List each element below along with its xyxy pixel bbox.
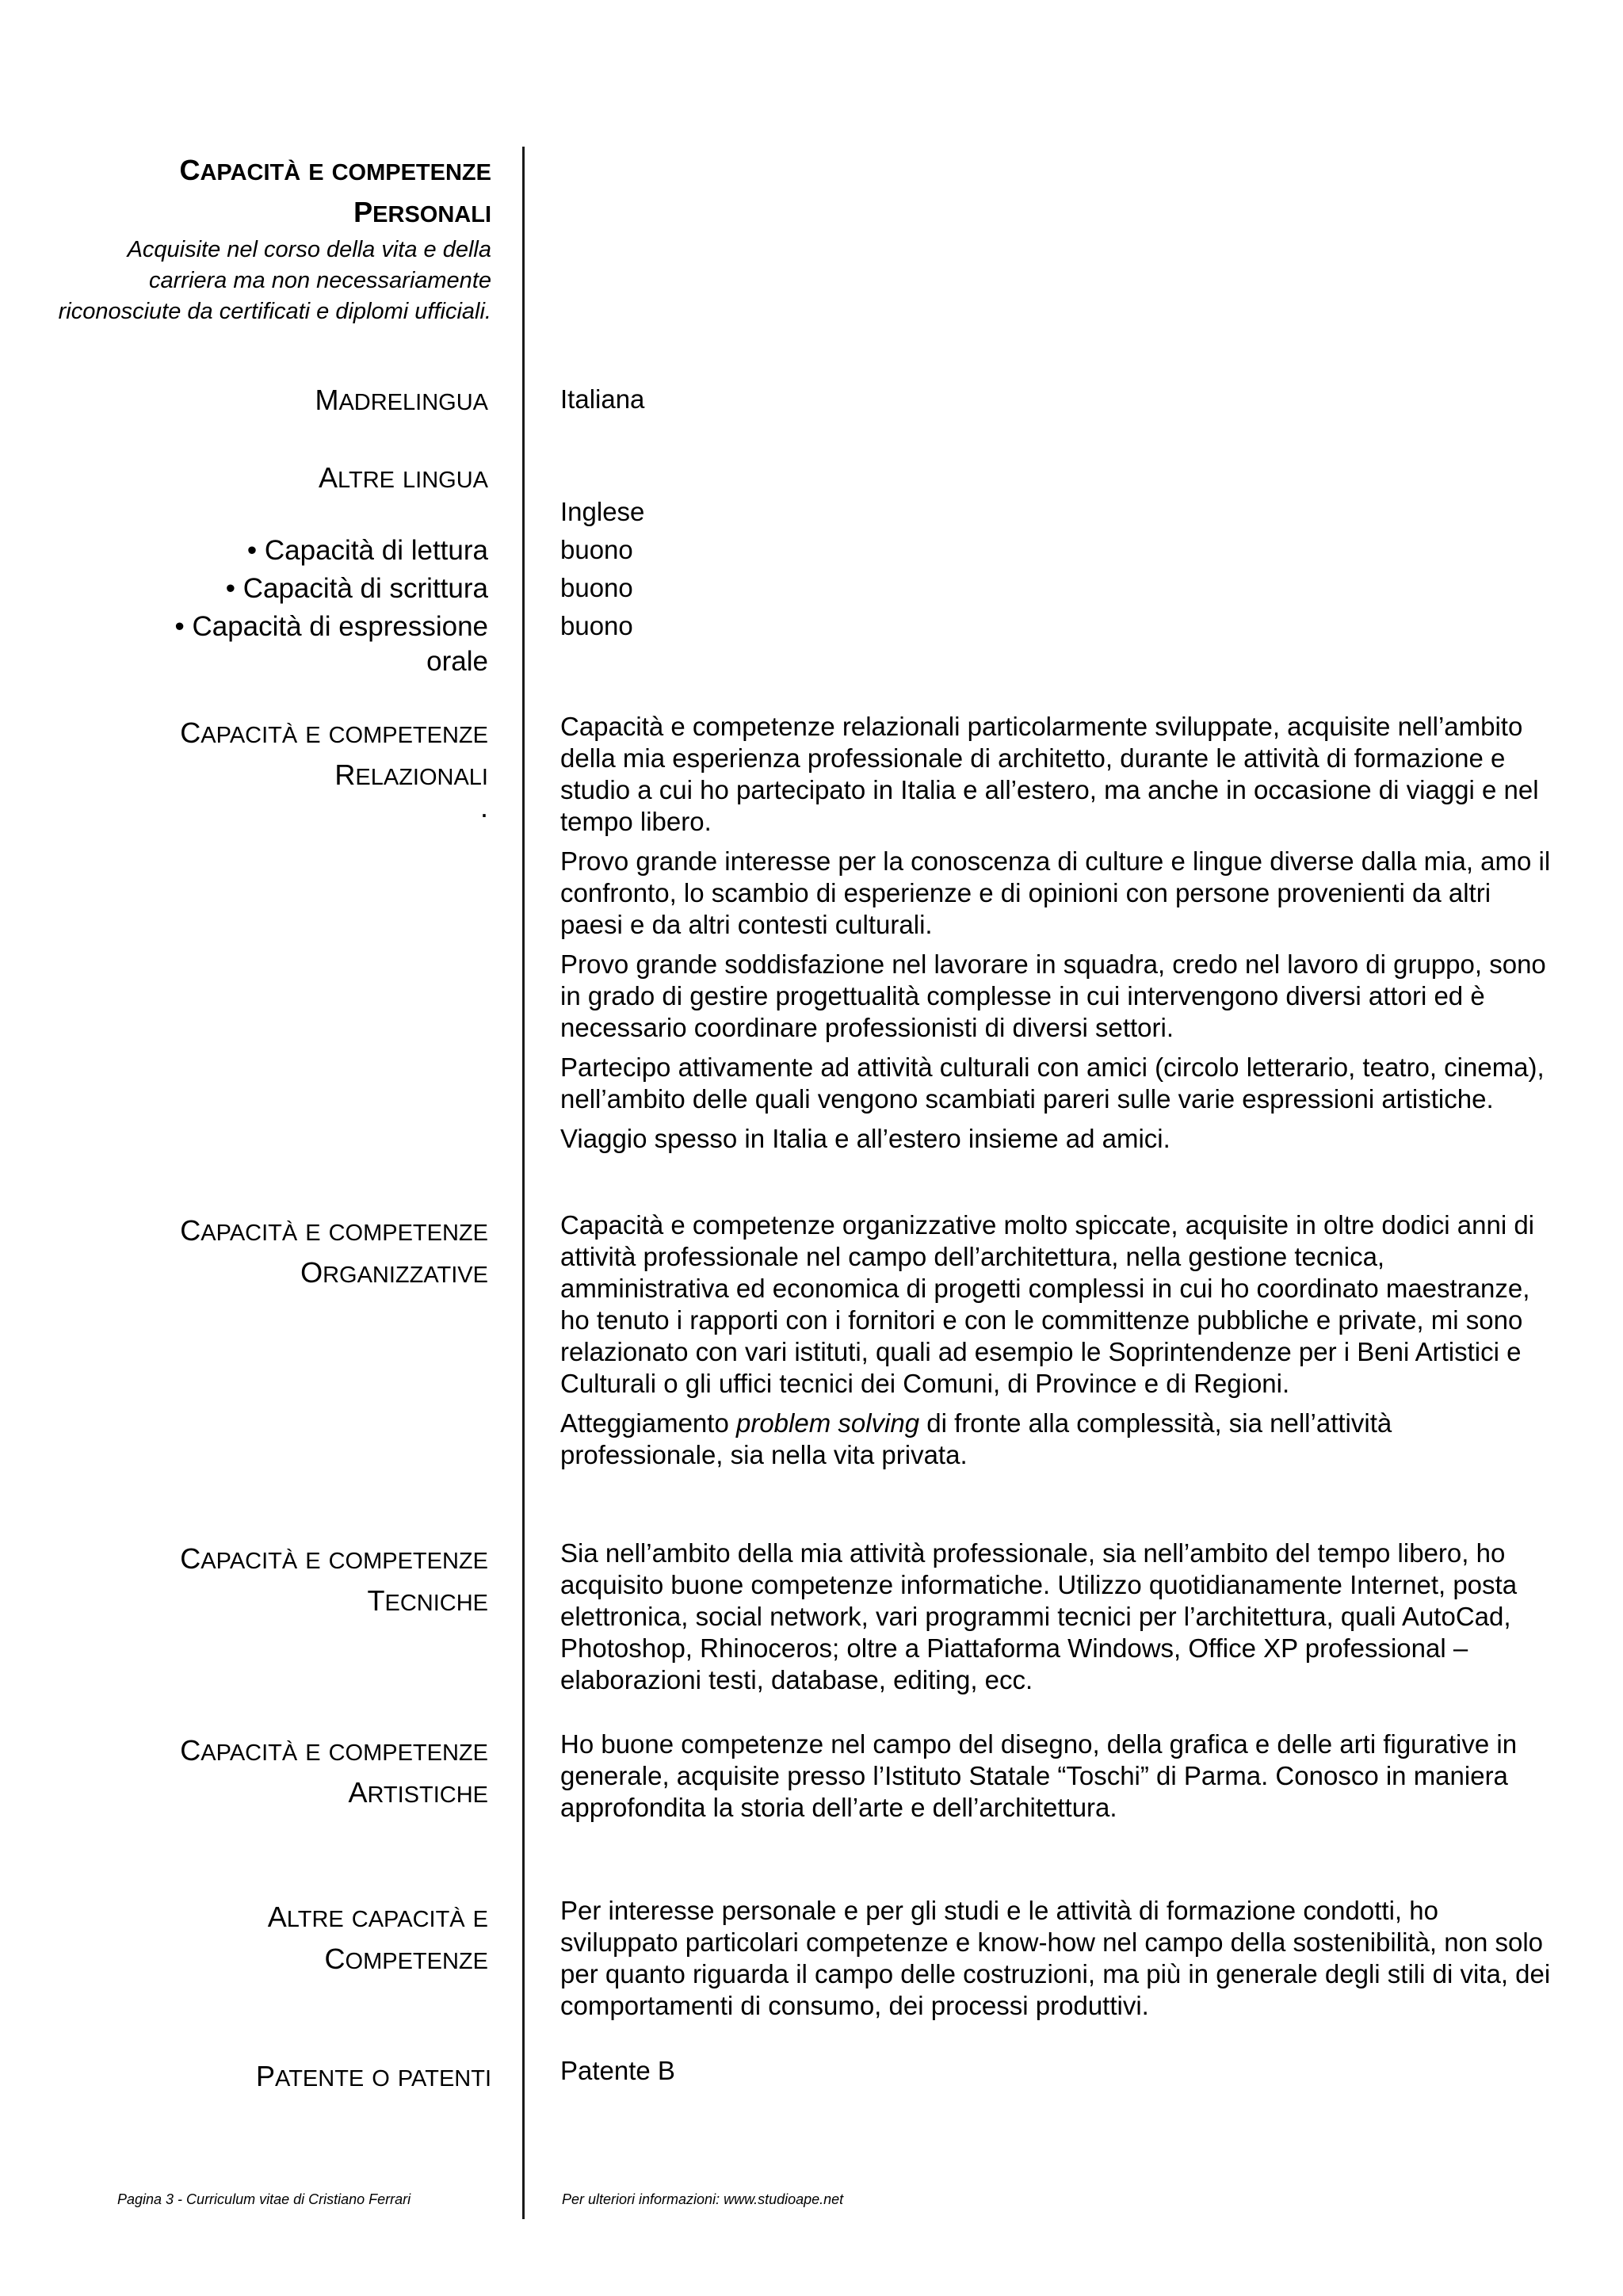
altre-lingue-label: ALTRE LINGUA xyxy=(319,461,488,494)
organizzative-paragraph: Capacità e competenze organizzative molto spiccate, acquisite in oltre dodici anni di attività professionale nel campo dell’architettura, nella gestione tecnica, amministrativa ed economica di progetti complessi in cui ho coordinato maestranze, ho tenuto i rapporti con i fornitori e con le committenze pubbliche e private, mi sono relazionato con vari istituti, quali ad esempio le Soprintendenze per i Beni Artistici e Culturali o gli uffici tecnici dei Comuni, di Province e di Regioni. xyxy=(560,1210,1535,1398)
language-name: Inglese xyxy=(560,497,645,526)
relazionali-label: CAPACITÀ E COMPETENZE RELAZIONALI . xyxy=(180,716,488,823)
organizzative-label: CAPACITÀ E COMPETENZE ORGANIZZATIVE xyxy=(180,1214,488,1289)
tecniche-label: CAPACITÀ E COMPETENZE TECNICHE xyxy=(180,1542,488,1617)
artistiche-label: CAPACITÀ E COMPETENZE ARTISTICHE xyxy=(180,1734,488,1809)
scrittura-label: • Capacità di scrittura xyxy=(225,573,488,604)
lettura-value: buono xyxy=(560,535,633,564)
madrelingua-label: MADRELINGUA xyxy=(315,384,488,416)
relazionali-paragraph: Provo grande interesse per la conoscenza di culture e lingue diverse dalla mia, amo il confronto, lo scambio di esperienze e di opinioni con persone provenienti da altri paesi e da altri contesti culturali. xyxy=(560,846,1551,939)
section-title-2 xyxy=(48,193,491,235)
relazionali-paragraph: Viaggio spesso in Italia e all’estero insieme ad amici. xyxy=(560,1124,1170,1153)
footer-page-info: Pagina 3 - Curriculum vitae di Cristiano Ferrari xyxy=(117,2191,411,2207)
section-header-personali xyxy=(48,151,491,327)
organizzative-text xyxy=(560,1209,1551,1471)
madrelingua-value: Italiana xyxy=(560,384,645,414)
section-title xyxy=(48,151,491,193)
patente-label: PATENTE O PATENTI xyxy=(255,2060,491,2092)
relazionali-paragraph: Provo grande soddisfazione nel lavorare in squadra, credo nel lavoro di gruppo, sono in grado di gestire progettualità complesse in cui intervengono diversi attori ed è necessario coordinare professionisti di diversi settori. xyxy=(560,949,1546,1042)
lettura-label: • Capacità di lettura xyxy=(246,535,488,566)
altre-capacita-text: Per interesse personale e per gli studi e le attività di formazione condotti, ho sviluppato particolari competenze e know-how nel campo della sostenibilità, non solo per quanto riguarda il campo delle costruzioni, ma più in generale degli stili di vita, dei comportamenti di consumo, dei processi produttivi. xyxy=(560,1896,1551,2020)
section-description: Acquisite nel corso della vita e della carriera ma non necessariamente riconosciute da certificati e diplomi ufficiali. xyxy=(58,237,491,324)
relazionali-text xyxy=(560,711,1551,1155)
relazionali-paragraph: Capacità e competenze relazionali particolarmente sviluppate, acquisite nell’ambito della mia esperienza professionale di architetto, durante le attività di formazione e studio a cui ho partecipato in Italia e all’estero, ma anche in occasione di viaggi e nel tempo libero. xyxy=(560,712,1539,836)
espressione-label: • Capacità di espressione orale xyxy=(174,611,488,677)
espressione-value: buono xyxy=(560,611,633,640)
artistiche-text: Ho buone competenze nel campo del disegno, della grafica e delle arti figurative in generale, acquisite presso l’Istituto Statale “Toschi” di Parma. Conosco in maniera approfondita la storia dell’arte e dell’architettura. xyxy=(560,1729,1518,1822)
scrittura-value: buono xyxy=(560,573,633,602)
relazionali-paragraph: Partecipo attivamente ad attività culturali con amici (circolo letterario, teatro, cinema), nell’ambito delle quali vengono scambiati pareri sulle varie espressioni artistiche. xyxy=(560,1052,1545,1114)
footer-contact: Per ulteriori informazioni: www.studioape.net xyxy=(562,2191,844,2207)
patente-value: Patente B xyxy=(560,2056,675,2085)
column-divider xyxy=(522,147,525,2219)
title-line-2: PERSONALI xyxy=(353,196,491,228)
organizzative-paragraph-2: Atteggiamento problem solving di fronte alla complessità, sia nell’attività professionale, sia nella vita privata. xyxy=(560,1408,1392,1469)
tecniche-text: Sia nell’ambito della mia attività professionale, sia nell’ambito del tempo libero, ho acquisito buone competenze informatiche. Utilizzo quotidianamente Internet, posta elettronica, social network, vari programmi tecnici per l’architettura, quali AutoCad, Photoshop, Rhinoceros; oltre a Piattaforma Windows, Office XP professional – elaborazioni testi, database, editing, ecc. xyxy=(560,1538,1518,1694)
altre-capacita-label: ALTRE CAPACITÀ E COMPETENZE xyxy=(267,1901,488,1975)
title-line-1: CAPACITÀ E COMPETENZE xyxy=(179,154,491,186)
